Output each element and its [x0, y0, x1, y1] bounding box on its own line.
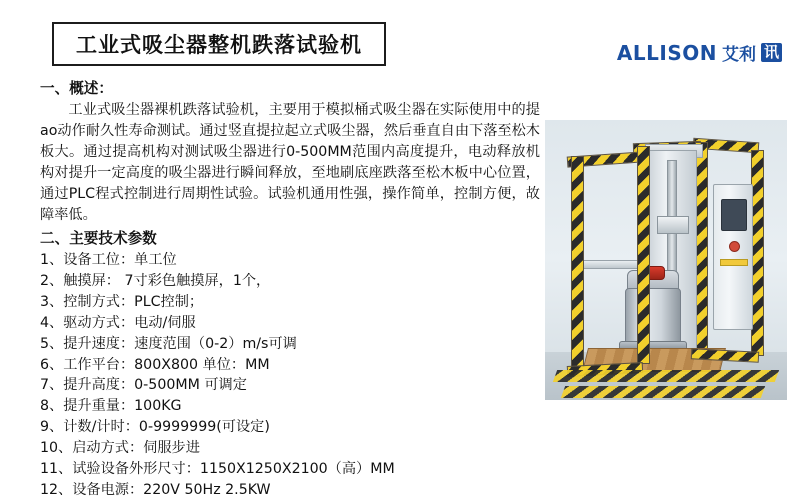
- brand-logo: [617, 40, 782, 65]
- overview-paragraph: 工业式吸尘器裸机跌落试验机，主要用于模拟桶式吸尘器在实际使用中的提ао动作耐久性寿命测试。通过竖直提拉起立式吸尘器，然后垂直自由下落至松木板大。通过提高机构对测试吸尘器进行0-500MM范围内高度提升，电动释放机构对提升一定高度的吸尘器进行瞬间释放，至地刷底座跌落至松木板中心位置，通过PLC程式控制进行周期性试验。试验机通用性强，操作简单，控制方便，故障率低。: [40, 102, 540, 223]
- floor-hazard-tape-secondary: [561, 386, 765, 398]
- cabinet-warning-label: [720, 259, 748, 266]
- brand-badge: 讯: [761, 43, 782, 62]
- list-item: 9、计数/计时：0-9999999(可设定): [40, 419, 270, 436]
- lift-carriage: [657, 216, 689, 234]
- list-item: 8、提升重量：100KG: [40, 398, 182, 415]
- specs-heading: 二、主要技术参数: [40, 229, 157, 247]
- hazard-post-front-right: [637, 146, 650, 364]
- list-item: 12、设备电源：220V 50Hz 2.5KW: [40, 481, 271, 498]
- list-item: 5、提升速度：速度范围（0-2）m/s可调: [40, 335, 297, 352]
- machine-photo: [545, 120, 787, 400]
- list-item: 2、触摸屏： 7寸彩色触摸屏，1个，: [40, 273, 271, 289]
- brand-name-cn: 艾利: [721, 45, 756, 65]
- list-item: 6、工作平台：800X800 单位：MM: [40, 356, 270, 373]
- specs-list: [40, 250, 540, 501]
- control-cabinet: [713, 184, 753, 330]
- hazard-post-front-left: [571, 156, 584, 370]
- floor-hazard-tape: [553, 370, 779, 382]
- side-shelf: [579, 260, 641, 269]
- list-item: 10、启动方式：伺服步进: [40, 440, 200, 456]
- page-title: 工业式吸尘器整机跌落试验机: [76, 33, 362, 57]
- list-item: 7、提升高度：0-500MM 可调定: [40, 377, 247, 394]
- brand-name-en: ALLISON: [616, 40, 717, 65]
- list-item: 11、试验设备外形尺寸：1150X1250X2100（高）MM: [40, 460, 395, 477]
- page-title-banner: [52, 22, 386, 66]
- machine-photo-inner: [545, 120, 787, 400]
- content-column: [40, 78, 540, 501]
- overview-heading: 一、概述：: [40, 80, 113, 97]
- vacuum-body: [625, 288, 681, 346]
- emergency-stop-icon: [729, 241, 740, 252]
- list-item: 4、驱动方式：电动/伺服: [40, 314, 196, 331]
- cabinet-display-panel: [721, 199, 747, 231]
- list-item: 3、控制方式：PLC控制；: [40, 293, 204, 310]
- list-item: 1、设备工位：单工位: [40, 252, 177, 269]
